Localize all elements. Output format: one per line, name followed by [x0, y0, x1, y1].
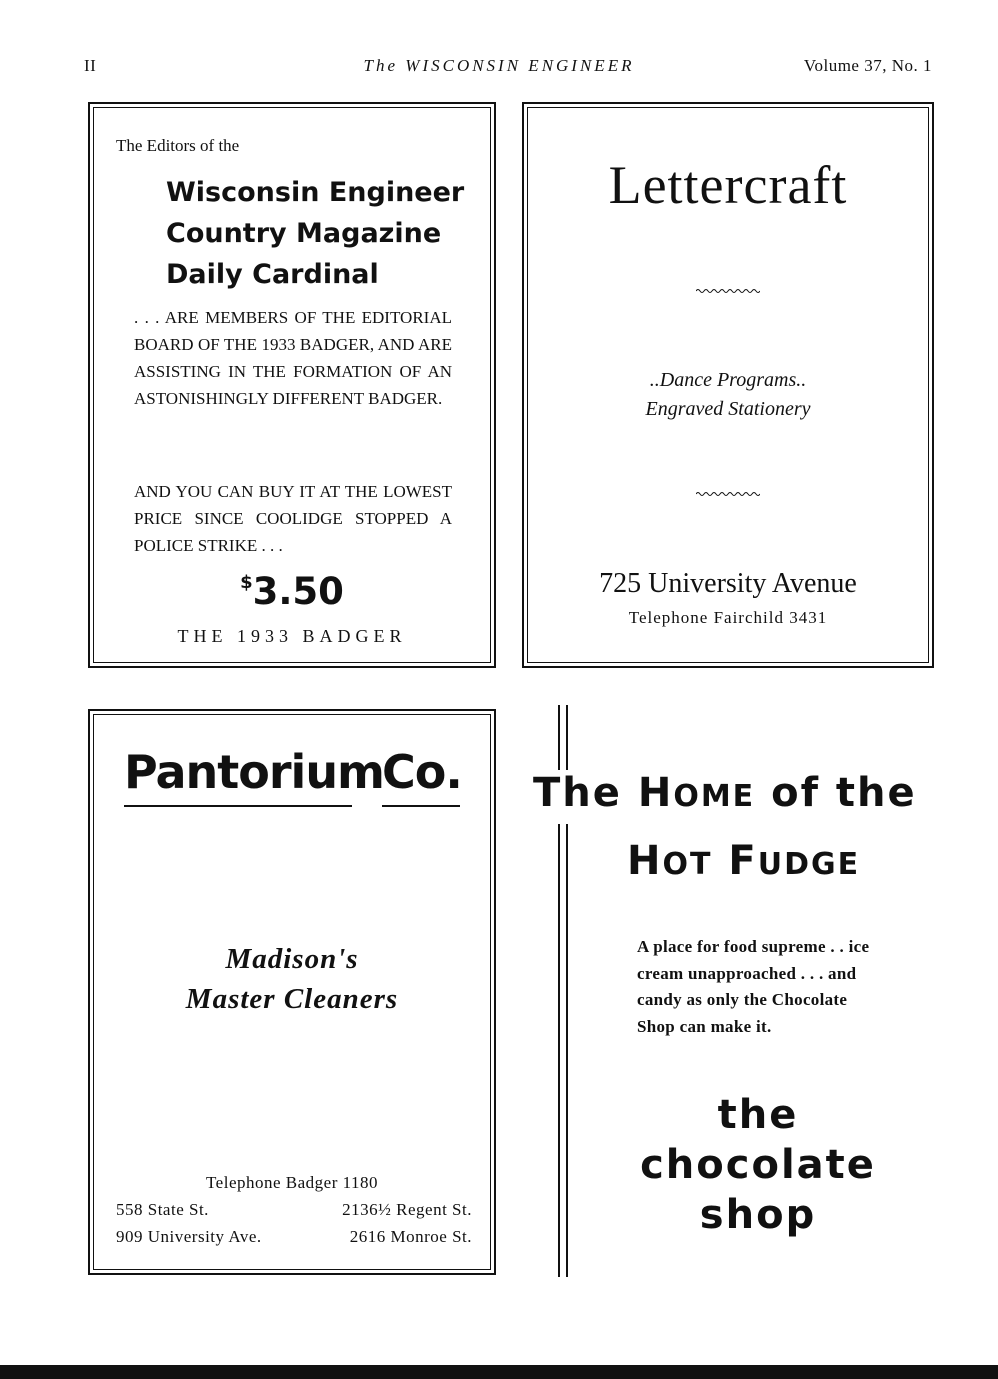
pantorium-tagline-2: Master Cleaners [185, 983, 399, 1015]
pantorium-tagline [90, 939, 494, 1019]
publication-name: WISCONSIN ENGINEER [405, 56, 635, 75]
pantorium-address-monroe: 2616 Monroe St. [349, 1227, 472, 1246]
badger-ad-intro: The Editors of the [116, 136, 240, 155]
publication-prefix: The [363, 56, 399, 75]
lettercraft-telephone: Telephone Fairchild 3431 [628, 608, 828, 627]
chocolate-headline-line-1 [533, 770, 917, 816]
brand-line-the: the [717, 1092, 799, 1138]
page-number: II [84, 56, 97, 75]
headline-fudge-initial: F [728, 838, 758, 884]
wavy-divider-icon [696, 490, 760, 498]
headline-fudge-rest: UDGE [757, 847, 861, 882]
badger-price [90, 570, 494, 613]
brand-line-chocolate: chocolate [640, 1142, 876, 1188]
pantorium-address-state: 558 State St. [116, 1200, 209, 1219]
headline-home-initial: H [637, 770, 674, 816]
headline-home-rest: OME [673, 779, 756, 814]
lettercraft-ad [522, 102, 934, 668]
wavy-divider-icon [696, 287, 760, 295]
lettercraft-service-1: ..Dance Programs.. [649, 369, 807, 391]
pantorium-co-underline [382, 805, 460, 807]
headline-hot-initial: H [627, 838, 663, 884]
pantorium-ad [88, 709, 496, 1275]
pantorium-underline [124, 805, 352, 807]
scan-edge-bar [0, 1365, 998, 1379]
pantorium-name: Pantorium [124, 745, 384, 799]
chocolate-headline-line-2 [627, 838, 860, 884]
pantorium-telephone: Telephone Badger 1180 [205, 1173, 379, 1192]
headline-of-the: of the [771, 770, 917, 816]
publication-list [166, 172, 464, 295]
lettercraft-address: 725 University Avenue [599, 568, 857, 599]
pantorium-address-university: 909 University Ave. [116, 1227, 262, 1246]
chocolate-shop-body: A place for food supreme . . ice cream unapproached . . . and candy as only the Chocolate Shop can make it. [637, 937, 870, 1036]
publication-wisconsin-engineer: Wisconsin Engineer [166, 177, 465, 208]
price-symbol: $ [240, 572, 253, 593]
pantorium-co: Co. [382, 745, 462, 799]
publication-daily-cardinal: Daily Cardinal [166, 259, 379, 290]
badger-ad-paragraph-1: . . . ARE MEMBERS OF THE EDITORIAL BOARD OF THE 1933 BADGER, AND ARE ASSISTING IN THE FORMATION OF AN ASTONISHINGLY DIFFERENT BADGER. [134, 308, 452, 408]
headline-the: The [533, 770, 622, 816]
brand-line-shop: shop [699, 1192, 817, 1238]
badger-ad [88, 102, 496, 668]
price-value: 3.50 [252, 570, 344, 613]
publication-country-magazine: Country Magazine [166, 218, 442, 249]
lettercraft-services [524, 366, 932, 424]
badger-ad-paragraph-2: AND YOU CAN BUY IT AT THE LOWEST PRICE SINCE COOLIDGE STOPPED A POLICE STRIKE . . . [134, 482, 452, 555]
lettercraft-title: Lettercraft [608, 155, 848, 215]
pantorium-address-regent: 2136½ Regent St. [342, 1200, 472, 1219]
headline-hot-rest: OT [662, 847, 713, 882]
chocolate-shop-brand [630, 1090, 886, 1240]
badger-ad-footer: THE 1933 BADGER [177, 626, 407, 646]
pantorium-tagline-1: Madison's [225, 943, 359, 975]
lettercraft-service-2: Engraved Stationery [645, 398, 811, 420]
volume-label: Volume 37, No. 1 [803, 56, 932, 75]
